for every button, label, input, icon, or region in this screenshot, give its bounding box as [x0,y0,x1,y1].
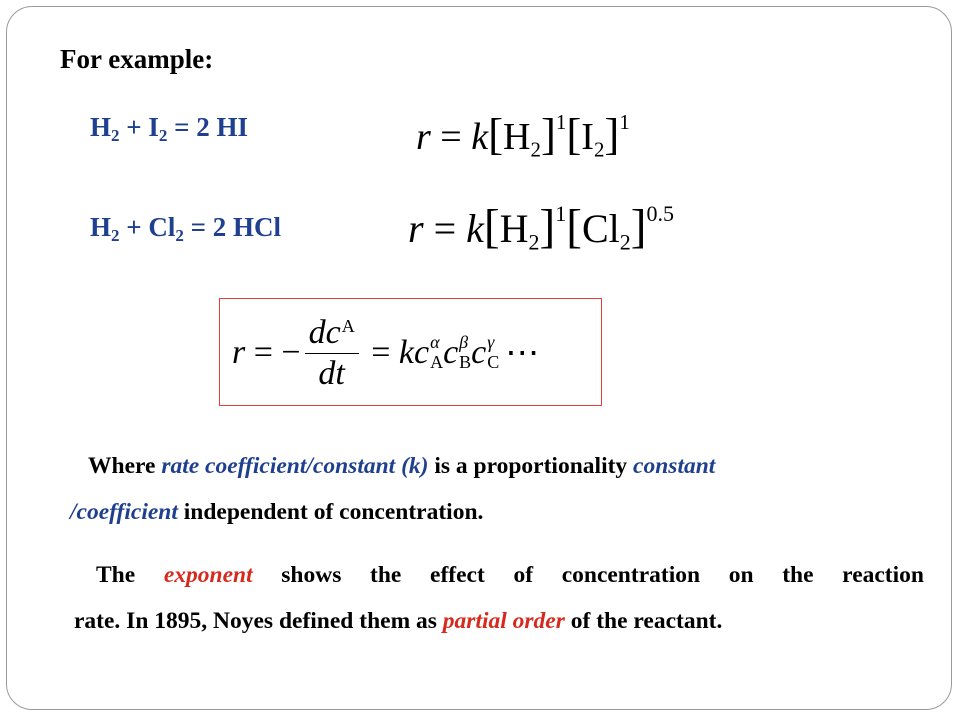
term-a-scripts [430,334,443,371]
rate-constant-symbol: k [471,116,489,158]
text-span: independent of concentration. [177,499,484,525]
equals-sign: = [430,116,472,158]
equals-minus: = − [245,334,301,371]
paragraph-exponent [74,552,924,644]
numerator-dc: dc [308,313,341,351]
reactant-2: Cl [148,212,176,242]
equals-sign: = [423,206,467,251]
paragraph-line-2 [74,598,924,644]
rate-constant-symbol: k [466,206,484,251]
highlight-constant: constant [633,453,716,479]
product: = 2 HCl [183,212,282,242]
reactant-1: H [90,212,112,242]
species-1-subscript: 2 [530,137,541,162]
paragraph-line-1 [74,552,924,598]
species-2-subscript: 2 [593,137,605,162]
text-span: rate. In 1895, Noyes defined them as [74,608,443,634]
alpha-exponent: α [430,332,440,353]
text-span: shows the effect of concentration on the reaction [252,562,924,588]
beta-exponent: β [459,332,469,353]
right-bracket: ] [604,109,620,159]
subscript-c: C [487,352,500,373]
rate-law-hi [416,108,630,162]
order-2: 0.5 [646,201,674,227]
kc-term: kc [398,334,430,371]
numerator-subscript: A [341,316,355,337]
text-span: of the reactant. [564,608,723,634]
highlight-exponent: exponent [163,562,253,588]
left-bracket: [ [566,201,582,253]
term-c-scripts [487,334,499,371]
rate-symbol: r [408,206,424,251]
paragraph-line-1 [70,443,890,489]
species-2: Cl [581,206,620,251]
right-bracket: ] [630,201,647,253]
plus-sign: + [119,212,149,242]
right-bracket: ] [540,109,556,159]
rate-law-hcl [408,200,674,256]
rate-symbol: r [232,334,246,371]
fraction-numerator [305,315,359,354]
c-term-b: c [443,334,459,371]
left-bracket: [ [566,109,582,159]
highlight-coefficient: /coefficient [70,499,178,525]
term-b-scripts [459,334,471,371]
species-1: H [503,116,531,158]
subscript-b: B [459,352,472,373]
reactant-1-subscript: 2 [111,126,120,145]
order-1: 1 [555,201,567,227]
slide-heading: For example: [60,44,214,74]
derivative-fraction [305,315,359,391]
text-span: Where [88,453,162,479]
product: = 2 HI [167,112,249,142]
reactant-2: I [148,112,159,142]
subscript-a: A [430,352,444,373]
general-rate-law [232,305,539,401]
order-1: 1 [555,110,567,135]
gamma-exponent: γ [487,332,495,353]
reactant-2-subscript: 2 [175,226,184,245]
plus-sign: + [119,112,149,142]
paragraph-rate-coefficient [70,443,890,535]
reactant-1-subscript: 2 [111,226,120,245]
text-span: The [96,562,164,588]
reaction-h2-i2 [90,112,248,146]
rate-symbol: r [416,116,431,158]
ellipsis: ⋯ [505,335,540,372]
right-bracket: ] [539,201,556,253]
species-2: I [581,116,594,158]
order-2: 1 [619,110,630,135]
highlight-rate-coefficient: rate coefficient/constant (k) [161,453,429,479]
reactant-2-subscript: 2 [158,126,168,145]
species-2-subscript: 2 [619,229,631,255]
species-1-subscript: 2 [528,229,540,255]
fraction-denominator: dt [318,354,345,392]
equals-sign: = [362,334,399,371]
reaction-h2-cl2 [90,212,281,246]
paragraph-line-2 [70,489,890,535]
text-span: is a proportionality [428,453,634,479]
left-bracket: [ [488,109,504,159]
c-term-c: c [471,334,487,371]
reactant-1: H [90,112,112,142]
general-rate-law-box [219,298,602,406]
species-1: H [499,206,529,251]
highlight-partial-order: partial order [442,608,565,634]
left-bracket: [ [483,201,500,253]
